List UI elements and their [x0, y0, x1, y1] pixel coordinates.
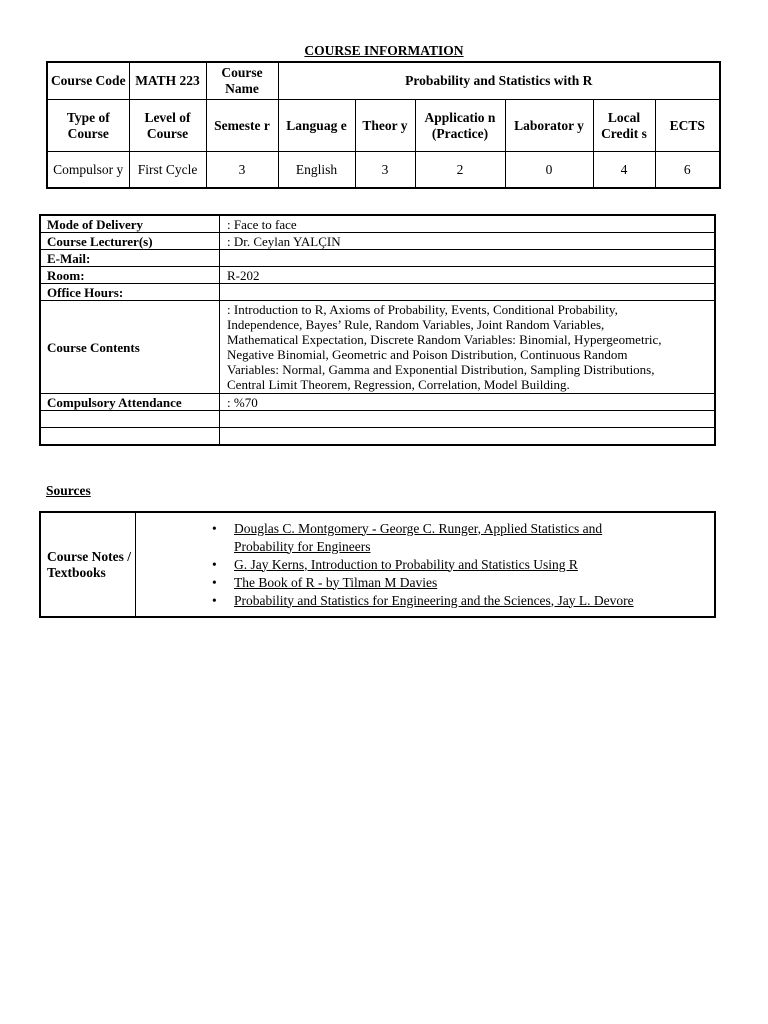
ects-header: ECTS [655, 100, 720, 152]
course-row-1 [47, 62, 720, 100]
email-value [220, 250, 716, 267]
room-label: Room: [40, 267, 220, 284]
course-contents-value [220, 301, 716, 394]
theory-header: Theor y [355, 100, 415, 152]
ects-value: 6 [655, 152, 720, 189]
contents-line: Independence, Bayes’ Rule, Random Variables, Joint Random Variables, [227, 317, 605, 332]
office-hours-value [220, 284, 716, 301]
textbook-line: G. Jay Kerns, Introduction to Probability and Statistics Using R [234, 556, 578, 572]
empty-cell [220, 411, 716, 428]
sources-table [39, 511, 716, 618]
semester-value: 3 [206, 152, 278, 189]
semester-header: Semeste r [206, 100, 278, 152]
textbook-item[interactable] [234, 592, 714, 610]
textbook-line: Douglas C. Montgomery - George C. Runger, Applied Statistics and [234, 520, 603, 536]
contents-line: Variables: Normal, Gamma and Exponential Distribution, Sampling Distributions, [227, 362, 655, 377]
page-title: COURSE INFORMATION [304, 43, 464, 58]
mode-row [40, 215, 715, 233]
level-of-course-header: Level of Course [129, 100, 206, 152]
contents-line: Negative Binomial, Geometric and Poison Distribution, Continuous Random [227, 347, 628, 362]
office-hours-label: Office Hours: [40, 284, 220, 301]
email-label: E-Mail: [40, 250, 220, 267]
language-value: English [278, 152, 355, 189]
textbooks-cell [136, 512, 716, 617]
language-header: Languag e [278, 100, 355, 152]
empty-cell [40, 428, 220, 446]
empty-cell [40, 411, 220, 428]
course-name-value: Probability and Statistics with R [278, 62, 720, 100]
course-code-label: Course Code [47, 62, 129, 100]
room-row [40, 267, 715, 284]
empty-row [40, 411, 715, 428]
textbook-line: The Book of R - by Tilman M Davies [234, 574, 438, 590]
type-of-course-header: Type of Course [47, 100, 129, 152]
contents-line: Central Limit Theorem, Regression, Correlation, Model Building. [227, 377, 570, 392]
textbooks-row [40, 512, 715, 617]
course-notes-label: Course Notes / Textbooks [40, 512, 136, 617]
course-values-row [47, 152, 720, 189]
email-row [40, 250, 715, 267]
sources-heading: Sources [46, 483, 91, 498]
level-of-course-value: First Cycle [129, 152, 206, 189]
compulsory-attendance-value: : %70 [220, 394, 716, 411]
course-lecturer-label: Course Lecturer(s) [40, 233, 220, 250]
lecturer-row [40, 233, 715, 250]
application-value: 2 [415, 152, 505, 189]
course-lecturer-value: : Dr. Ceylan YALÇIN [220, 233, 716, 250]
theory-value: 3 [355, 152, 415, 189]
course-code-value: MATH 223 [129, 62, 206, 100]
textbook-item[interactable] [234, 520, 714, 556]
textbook-line: Probability for Engineers [234, 538, 371, 554]
mode-of-delivery-label: Mode of Delivery [40, 215, 220, 233]
empty-row [40, 428, 715, 446]
office-hours-row [40, 284, 715, 301]
attendance-row [40, 394, 715, 411]
textbook-line: Probability and Statistics for Engineering and the Sciences, Jay L. Devore [234, 592, 634, 608]
course-header-row [47, 100, 720, 152]
course-name-label: Course Name [206, 62, 278, 100]
compulsory-attendance-label: Compulsory Attendance [40, 394, 220, 411]
course-contents-row [40, 301, 715, 394]
local-credits-header: Local Credit s [593, 100, 655, 152]
local-credits-value: 4 [593, 152, 655, 189]
contents-line: : Introduction to R, Axioms of Probability, Events, Conditional Probability, [227, 302, 618, 317]
empty-cell [220, 428, 716, 446]
contents-line: Mathematical Expectation, Discrete Random Variables: Binomial, Hypergeometric, [227, 332, 662, 347]
laboratory-header: Laborator y [505, 100, 593, 152]
laboratory-value: 0 [505, 152, 593, 189]
type-of-course-value: Compulsor y [47, 152, 129, 189]
application-header: Applicatio n (Practice) [415, 100, 505, 152]
course-contents-label: Course Contents [40, 301, 220, 394]
textbooks-list [136, 520, 714, 610]
delivery-table [39, 214, 716, 446]
textbook-item[interactable] [234, 574, 714, 592]
course-information-table [46, 61, 721, 189]
mode-of-delivery-value: : Face to face [220, 215, 716, 233]
room-value: R-202 [220, 267, 716, 284]
textbook-item[interactable] [234, 556, 714, 574]
